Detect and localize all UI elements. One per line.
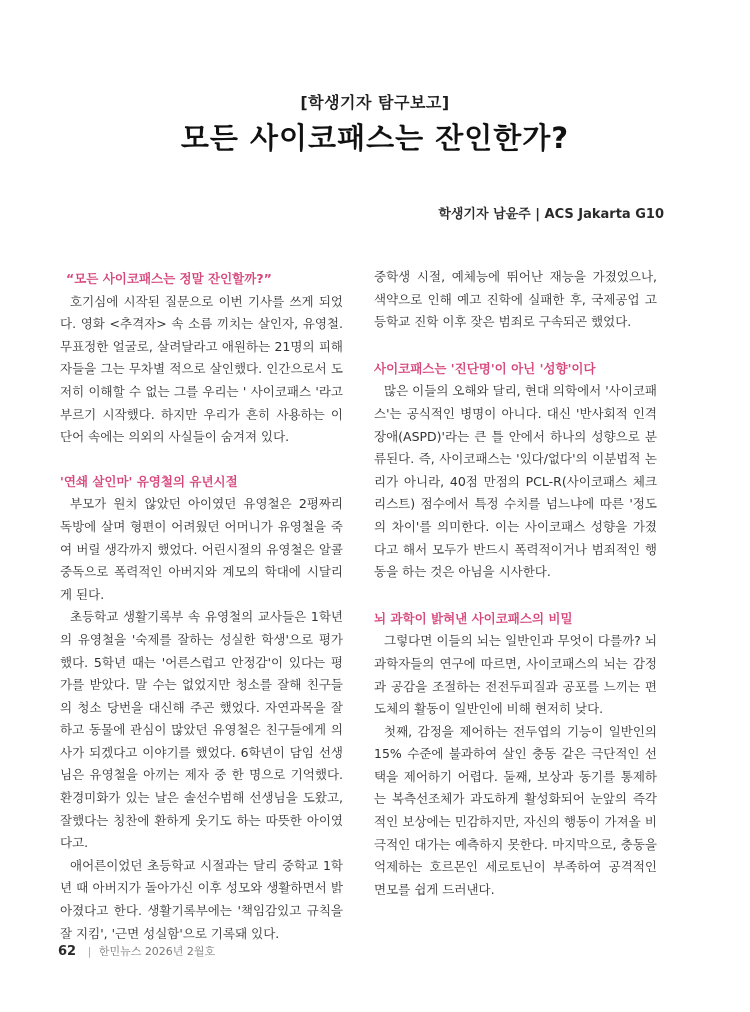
section-heading: 사이코패스는 '진단명'이 아닌 '성향'이다: [374, 360, 596, 376]
left-column: [60, 268, 343, 945]
right-column: [374, 266, 657, 901]
intro-heading: “모든 사이코패스는 정말 잔인할까?”: [66, 271, 272, 286]
page-number: 62: [58, 944, 77, 959]
article-title: 모든 사이코패스는 잔인한가?: [180, 121, 570, 155]
byline: 학생기자 남윤주 | ACS Jakarta G10: [438, 207, 664, 222]
paragraph: 중학생 시절, 예체능에 뛰어난 재능을 가졌었으나, 색약으로 인해 예고 진학에 실패한 후, 국제공업 고등학교 진학 이후 잦은 범죄로 구속되곤 했었다.: [374, 269, 657, 330]
page-footer: [58, 943, 215, 959]
section-heading: '연쇄 살인마' 유영철의 유년시절: [60, 473, 238, 489]
paragraph: 첫째, 감정을 제어하는 전두엽의 기능이 일반인의 15% 수준에 불과하여 살인 충동 같은 극단적인 선택을 제어하기 어렵다. 둘째, 보상과 동기를 통제하는 복측선조체가 과도하게 활성화되어 눈앞의 즉각적인 보상에는 민감하지만, 자신의 행동이 가져올 비극적인 대가는 예측하지 못한다. 마지막으로, 충동을 억제하는 호르몬인 세로토닌이 부족하여 공격적인 면모를 쉽게 드러낸다.: [374, 723, 657, 897]
article-kicker: [학생기자 탐구보고]: [300, 93, 450, 112]
footer-separator: |: [87, 945, 92, 958]
paragraph: 그렇다면 이들의 뇌는 일반인과 무엇이 다를까? 뇌 과학자들의 연구에 따르면, 사이코패스의 뇌는 감정과 공감을 조절하는 전전두피질과 공포를 느끼는 편도체의 활동이 일반인에 비해 현저히 낮다.: [374, 633, 657, 717]
paragraph: 애어른이었던 초등학교 시절과는 달리 중학교 1학년 때 아버지가 돌아가신 이후 성모와 생활하면서 밝아졌다고 한다. 생활기록부에는 '책임감있고 규칙을 잘 지킴', '근면 성실함'으로 기록돼 있다.: [60, 857, 343, 941]
paragraph: 초등학교 생활기록부 속 유영철의 교사들은 1학년의 유영철을 '숙제를 잘하는 성실한 학생'으로 평가했다. 5학년 때는 '어른스럽고 안정감'이 있다는 평가를 받았다. 말 수는 없었지만 청소를 잘해 친구들의 청소 당번을 대신해 주곤 했었다. 자연과목을 잘하고 동물에 관심이 많았던 유영철은 친구들에게 의사가 되겠다고 이야기를 했었다. 6학년이 담임 선생님은 유영철을 아끼는 제자 중 한 명으로 기억했다. 환경미화가 있는 날은 솔선수범해 선생님을 도왔고, 잘했다는 칭찬에 환하게 웃기도 하는 따뜻한 아이였다고.: [60, 609, 343, 851]
section-heading: 뇌 과학이 밝혀낸 사이코패스의 비밀: [374, 610, 573, 626]
paragraph: 많은 이들의 오해와 달리, 현대 의학에서 '사이코패스'는 공식적인 병명이 아니다. 대신 '반사회적 인격장애(ASPD)'라는 큰 틀 안에서 하나의 성향으로 분류된다. 즉, 사이코패스는 '있다/없다'의 이분법적 논리가 아니라, 40점 만점의 PCL-R(사이코패스 체크리스트) 점수에서 특정 수치를 넘느냐에 따른 '정도의 차이'를 의미한다. 이는 사이코패스 성향을 가졌다고 해서 모두가 반드시 폭력적이거나 범죄적인 행동을 하는 것은 아님을 시사한다.: [374, 383, 657, 580]
publication-name: 한민뉴스 2026년 2월호: [98, 945, 216, 958]
paragraph: 부모가 원치 않았던 아이였던 유영철은 2평짜리 독방에 살며 형편이 어려웠던 어머니가 유영철을 죽여 버릴 생각까지 했었다. 어린시절의 유영철은 알콜중독으로 폭력적인 아버지와 계모의 학대에 시달리게 된다.: [60, 496, 343, 602]
paragraph: 호기심에 시작된 질문으로 이번 기사를 쓰게 되었다. 영화 <추격자> 속 소름 끼치는 살인자, 유영철. 무표정한 얼굴로, 살려달라고 애원하는 21명의 피해자들을 그는 무차별 적으로 살인했다. 인간으로서 도저히 이해할 수 없는 그를 우리는 ' 사이코패스 '라고 부르기 시작했다. 하지만 우리가 흔히 사용하는 이 단어 속에는 의외의 사실들이 숨겨져 있다.: [60, 293, 343, 445]
